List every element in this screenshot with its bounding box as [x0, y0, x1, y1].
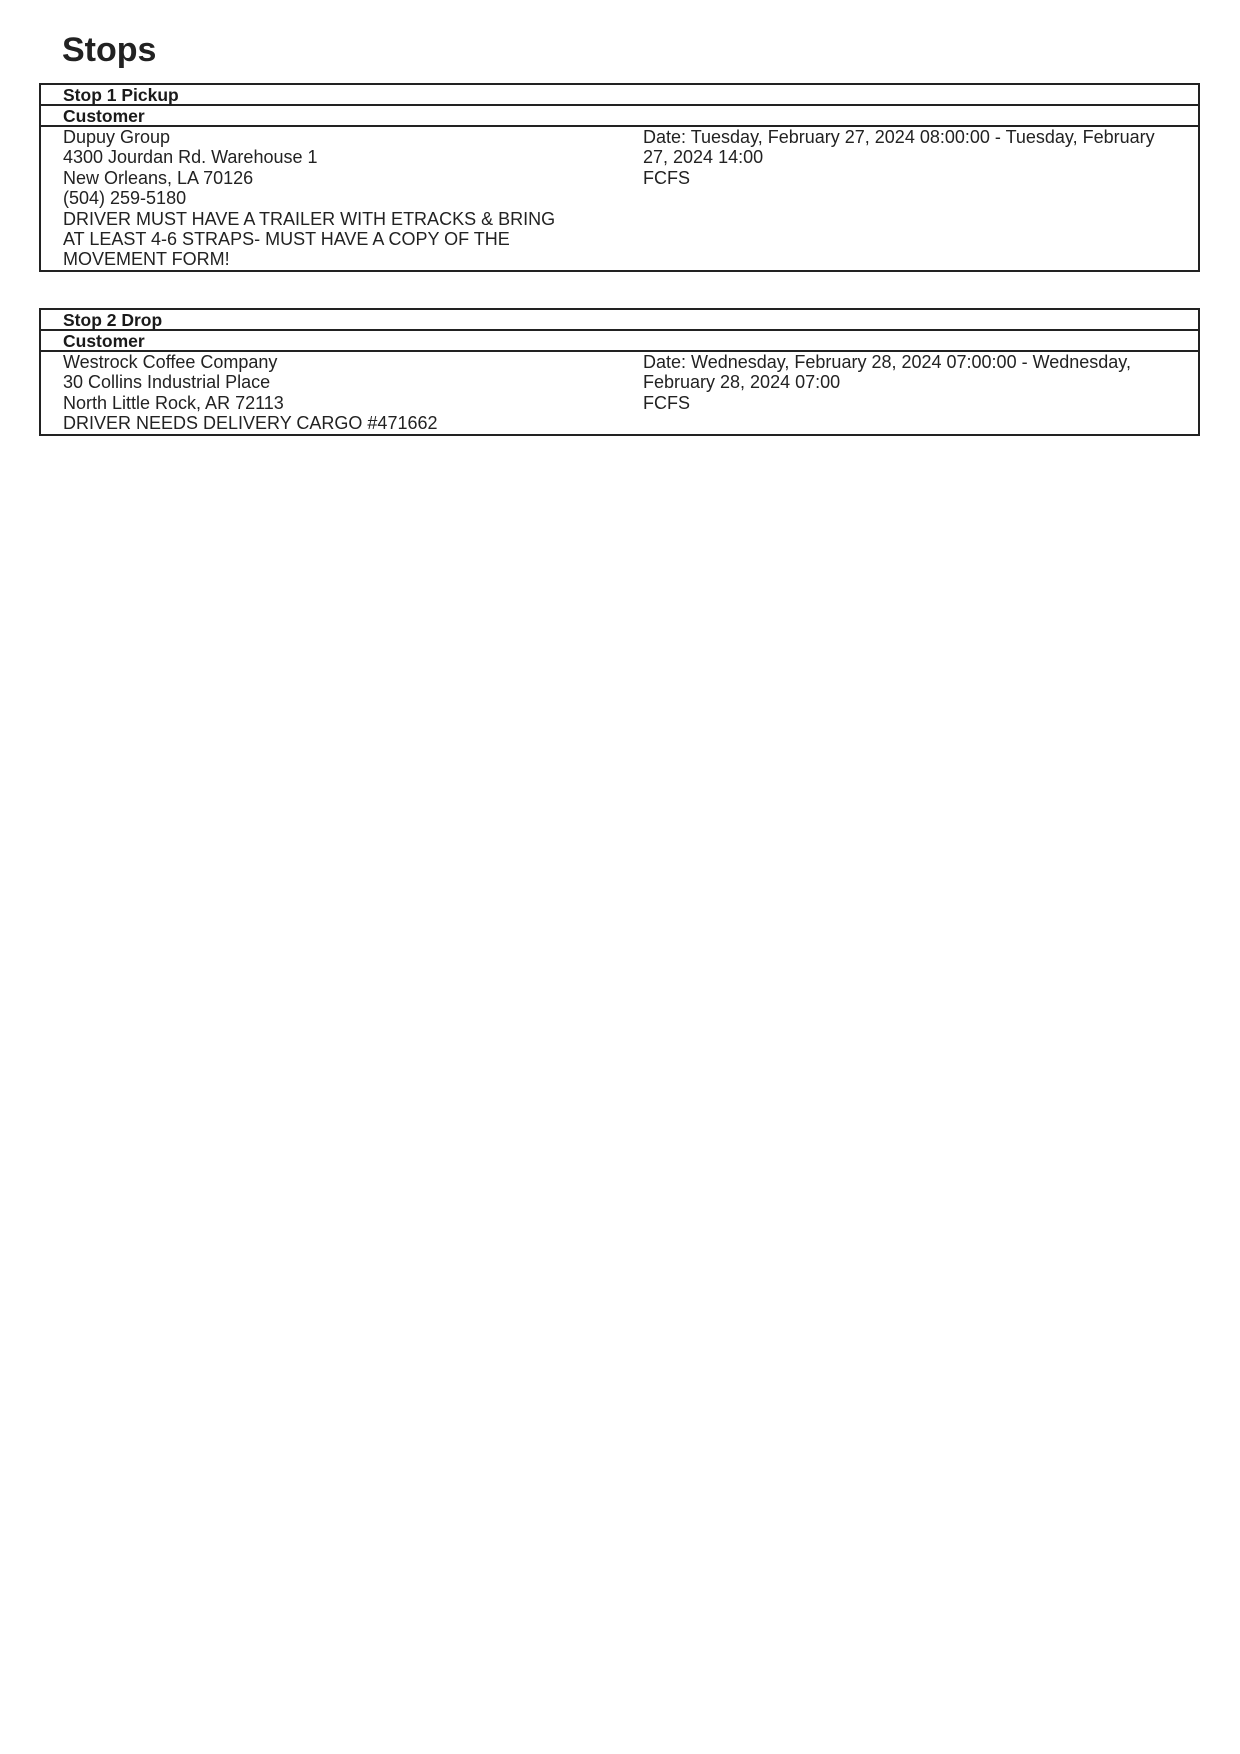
stop-1-customer-name: Dupuy Group — [63, 127, 171, 147]
page-title: Stops — [62, 31, 157, 69]
stop-2-details — [41, 352, 1198, 434]
stop-2-schedule — [618, 352, 1198, 434]
stop-2-customer-info — [63, 352, 618, 434]
stop-1-notes-line-1: DRIVER MUST HAVE A TRAILER WITH ETRACKS & BRING — [63, 208, 556, 229]
stop-1-customer-label: Customer — [41, 106, 1198, 127]
stop-2-address: 30 Collins Industrial Place — [63, 372, 271, 393]
stop-1-appointment: FCFS — [643, 167, 690, 188]
stop-1-date-line-1: Date: Tuesday, February 27, 2024 08:00:00 - Tuesday, February — [643, 127, 1155, 147]
stop-2-customer-name: Westrock Coffee Company — [63, 352, 278, 372]
stop-1-customer-info — [63, 127, 618, 270]
stop-1-heading: Stop 1 Pickup — [41, 85, 1198, 106]
stop-1-schedule — [618, 127, 1198, 270]
stop-1-table — [39, 83, 1200, 272]
stop-1-details — [41, 127, 1198, 270]
stop-2-notes-line-1: DRIVER NEEDS DELIVERY CARGO #471662 — [63, 413, 438, 434]
stop-1-date-line-2: 27, 2024 14:00 — [643, 147, 764, 168]
stop-2-table — [39, 308, 1200, 436]
stop-2-appointment: FCFS — [643, 392, 690, 413]
stop-1-phone: (504) 259-5180 — [63, 188, 187, 209]
stop-1-notes-line-2: AT LEAST 4-6 STRAPS- MUST HAVE A COPY OF THE — [63, 229, 510, 250]
stop-2-date-line-1: Date: Wednesday, February 28, 2024 07:00:00 - Wednesday, — [643, 352, 1131, 372]
stop-2-date-line-2: February 28, 2024 07:00 — [643, 372, 841, 393]
stop-1-address: 4300 Jourdan Rd. Warehouse 1 — [63, 147, 318, 168]
stop-1-city-state-zip: New Orleans, LA 70126 — [63, 167, 254, 188]
stop-1-notes-line-3: MOVEMENT FORM! — [63, 249, 230, 270]
stop-2-city-state-zip: North Little Rock, AR 72113 — [63, 392, 284, 413]
stop-2-customer-label: Customer — [41, 331, 1198, 352]
stop-2-heading: Stop 2 Drop — [41, 310, 1198, 331]
